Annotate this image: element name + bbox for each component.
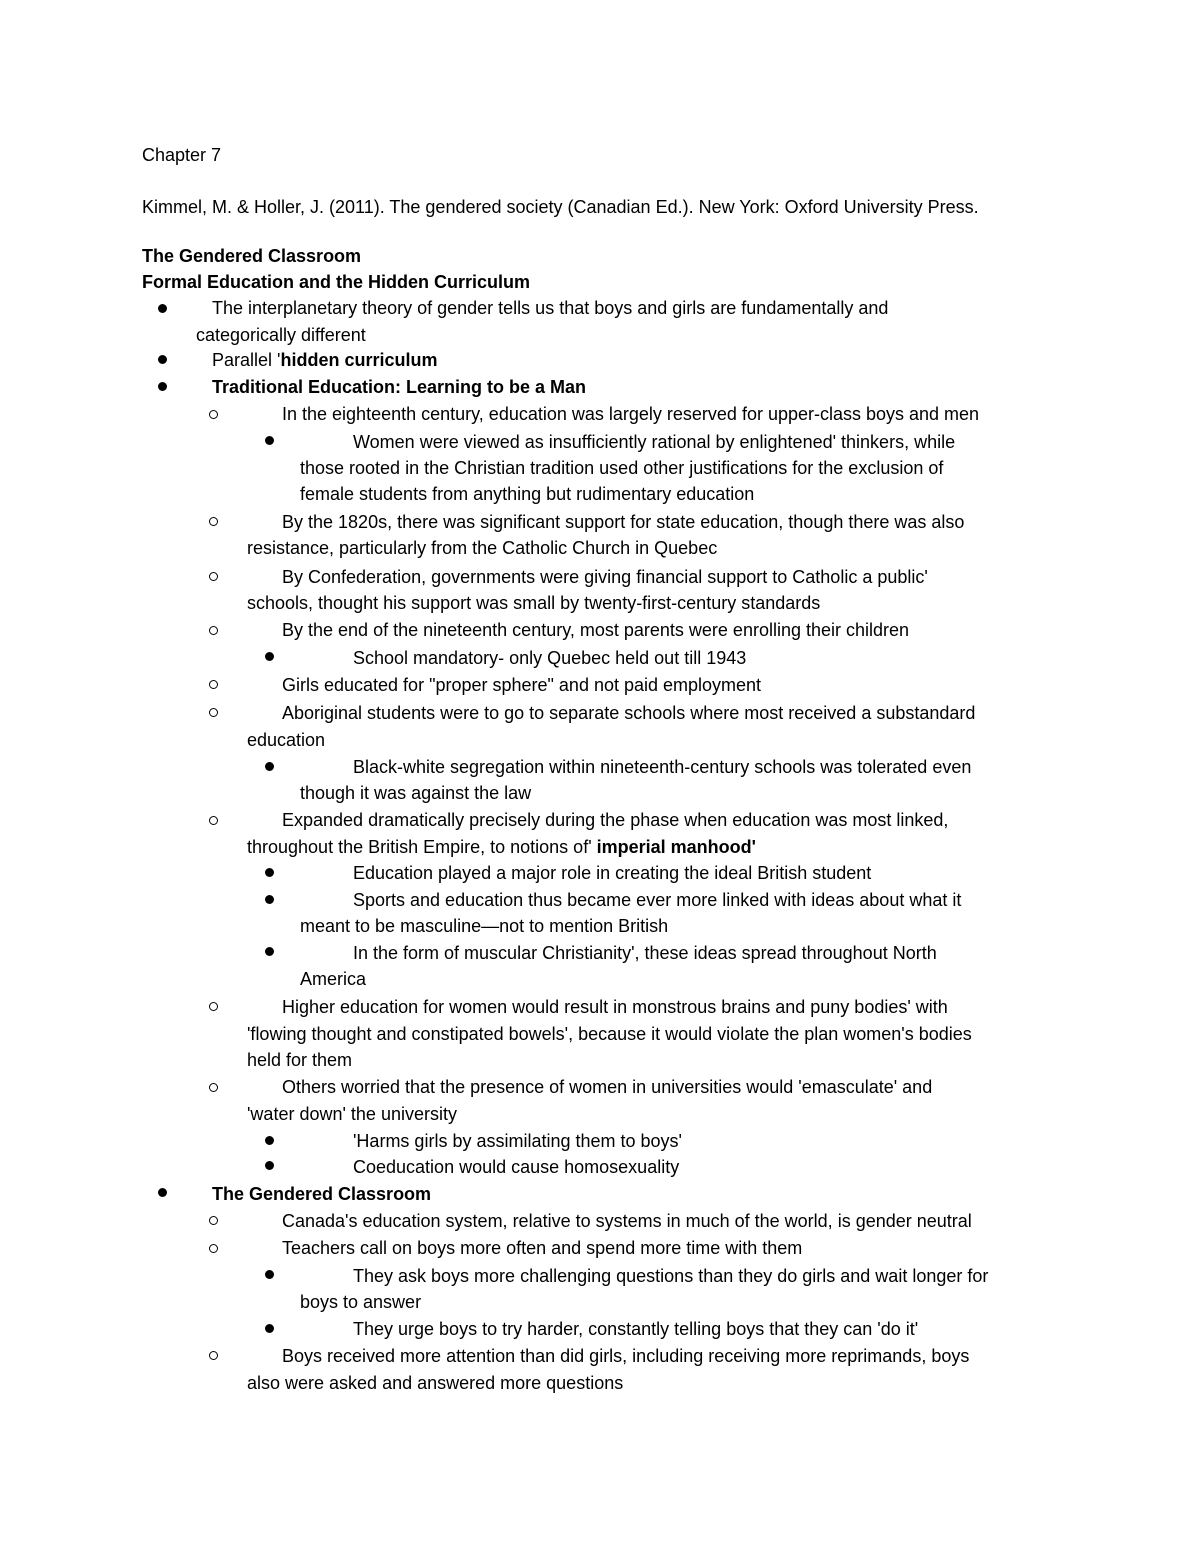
list-item-line: Coeducation would cause homosexuality (353, 1157, 680, 1177)
list-item-line: Teachers call on boys more often and spend more time with them (282, 1238, 803, 1258)
chapter-heading: Chapter 7 (142, 145, 222, 165)
bullet-marker (158, 382, 167, 391)
subsection-heading: Traditional Education: Learning to be a Man (212, 377, 587, 397)
bullet-marker (265, 436, 274, 445)
bullet-marker (265, 1324, 274, 1333)
circle-marker (209, 816, 218, 825)
list-item-line: 'Harms girls by assimilating them to boys' (353, 1131, 682, 1151)
bullet-marker (265, 1161, 274, 1170)
bullet-marker (158, 355, 167, 364)
bullet-marker (265, 762, 274, 771)
list-item-line: female students from anything but rudimentary education (300, 484, 755, 504)
list-item-line: Women were viewed as insufficiently rational by enlightened' thinkers, while (353, 432, 956, 452)
list-item-line: Canada's education system, relative to systems in much of the world, is gender neutral (282, 1211, 972, 1231)
circle-marker (209, 680, 218, 689)
list-item-line: 'water down' the university (247, 1104, 457, 1124)
bullet-marker (265, 947, 274, 956)
list-item-line: By the 1820s, there was significant support for state education, though there was also (282, 512, 965, 532)
list-item-line: Expanded dramatically precisely during the phase when education was most linked, (282, 810, 949, 830)
list-item-line: Aboriginal students were to go to separate schools where most received a substandard (282, 703, 976, 723)
bullet-marker (265, 1270, 274, 1279)
list-item-line: The interplanetary theory of gender tells us that boys and girls are fundamentally and (212, 298, 889, 318)
list-item-line: Boys received more attention than did girls, including receiving more reprimands, boys (282, 1346, 970, 1366)
circle-marker (209, 1083, 218, 1092)
list-item-line: They ask boys more challenging questions than they do girls and wait longer for (353, 1266, 989, 1286)
circle-marker (209, 1351, 218, 1360)
list-item-line: They urge boys to try harder, constantly telling boys that they can 'do it' (353, 1319, 919, 1339)
list-item-line: resistance, particularly from the Catholic Church in Quebec (247, 538, 718, 558)
list-item-prefix: throughout the British Empire, to notions of' (247, 837, 597, 857)
circle-marker (209, 1244, 218, 1253)
list-item-line (212, 349, 438, 371)
list-item-line: boys to answer (300, 1292, 422, 1312)
list-item-line: School mandatory- only Quebec held out till 1943 (353, 648, 747, 668)
list-item-line: 'flowing thought and constipated bowels', because it would violate the plan women's bodies (247, 1024, 972, 1044)
list-item-line: though it was against the law (300, 783, 532, 803)
list-item-line: meant to be masculine—not to mention British (300, 916, 669, 936)
list-item-line: In the eighteenth century, education was largely reserved for upper-class boys and men (282, 404, 980, 424)
list-item-line: By the end of the nineteenth century, most parents were enrolling their children (282, 620, 910, 640)
list-item-line: also were asked and answered more questions (247, 1373, 624, 1393)
list-item-line: schools, thought his support was small by twenty-first-century standards (247, 593, 821, 613)
bullet-marker (265, 895, 274, 904)
list-item-line: held for them (247, 1050, 353, 1070)
circle-marker (209, 708, 218, 717)
list-item-prefix: Parallel ' (212, 350, 281, 370)
list-item-bold: hidden curriculum (280, 350, 438, 370)
circle-marker (209, 517, 218, 526)
circle-marker (209, 1216, 218, 1225)
bullet-marker (265, 868, 274, 877)
list-item-line: Others worried that the presence of women in universities would 'emasculate' and (282, 1077, 933, 1097)
list-item-line: In the form of muscular Christianity', these ideas spread throughout North (353, 943, 937, 963)
document-title: The Gendered Classroom (142, 246, 362, 266)
list-item-line: By Confederation, governments were giving financial support to Catholic a public' (282, 567, 928, 587)
circle-marker (209, 626, 218, 635)
circle-marker (209, 1002, 218, 1011)
circle-marker (209, 572, 218, 581)
list-item-line: Education played a major role in creating the ideal British student (353, 863, 872, 883)
bullet-marker (265, 1136, 274, 1145)
citation: Kimmel, M. & Holler, J. (2011). The gendered society (Canadian Ed.). New York: Oxford University Press. (142, 197, 979, 217)
list-item-line (247, 836, 756, 858)
circle-marker (209, 410, 218, 419)
list-item-line: Girls educated for "proper sphere" and not paid employment (282, 675, 762, 695)
list-item-line: America (300, 969, 367, 989)
bullet-marker (158, 304, 167, 313)
bullet-marker (265, 652, 274, 661)
list-item-line: Black-white segregation within nineteenth-century schools was tolerated even (353, 757, 972, 777)
list-item-line: education (247, 730, 326, 750)
list-item-line: Higher education for women would result in monstrous brains and puny bodies' with (282, 997, 948, 1017)
list-item-line: categorically different (196, 325, 366, 345)
list-item-line: those rooted in the Christian tradition used other justifications for the exclusion of (300, 458, 944, 478)
list-item-bold: imperial manhood' (596, 837, 756, 857)
section-heading: Formal Education and the Hidden Curriculum (142, 272, 531, 292)
list-item-line: Sports and education thus became ever more linked with ideas about what it (353, 890, 962, 910)
bullet-marker (158, 1188, 167, 1197)
subsection-heading: The Gendered Classroom (212, 1184, 432, 1204)
